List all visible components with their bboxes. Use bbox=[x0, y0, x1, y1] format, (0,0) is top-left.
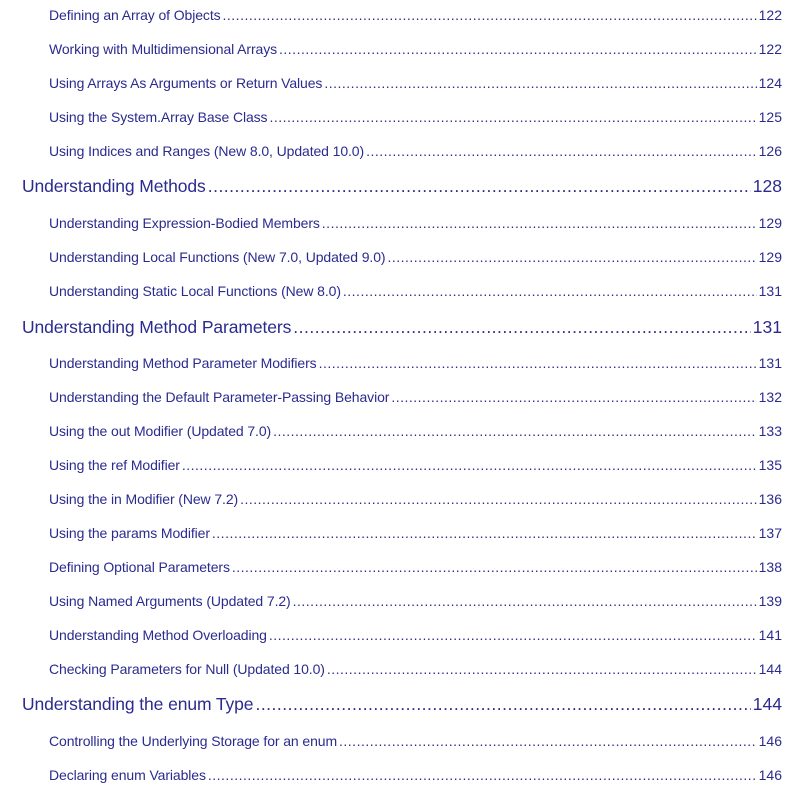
toc-entry-title: Using the in Modifier (New 7.2) bbox=[49, 491, 239, 507]
toc-entry-title: Understanding Method Parameters bbox=[22, 317, 292, 337]
toc-page-number: 131 bbox=[752, 317, 782, 337]
toc-entry-title: Working with Multidimensional Arrays bbox=[49, 41, 278, 57]
toc-entry-title: Using the out Modifier (Updated 7.0) bbox=[49, 423, 272, 439]
toc-page-number: 122 bbox=[758, 41, 782, 57]
dot-leader bbox=[208, 176, 751, 197]
toc-subsection-entry[interactable] bbox=[0, 41, 800, 57]
toc-subsection-entry[interactable] bbox=[0, 525, 800, 541]
toc-subsection-entry[interactable] bbox=[0, 491, 800, 507]
dot-leader bbox=[327, 661, 757, 677]
toc-entry-title: Understanding Local Functions (New 7.0, Updated 9.0) bbox=[49, 249, 386, 265]
toc-entry-title: Understanding Method Overloading bbox=[49, 627, 267, 643]
toc-entry-title: Understanding the enum Type bbox=[22, 694, 254, 714]
toc-entry-title: Checking Parameters for Null (Updated 10.0) bbox=[49, 661, 325, 677]
dot-leader bbox=[182, 457, 757, 473]
dot-leader bbox=[339, 733, 757, 749]
dot-leader bbox=[269, 109, 756, 125]
toc-page-number: 131 bbox=[758, 355, 782, 371]
toc-entry-title: Declaring enum Variables bbox=[49, 767, 206, 783]
dot-leader bbox=[279, 41, 757, 57]
toc-entry-title: Using the params Modifier bbox=[49, 525, 210, 541]
toc-entry-title: Using Named Arguments (Updated 7.2) bbox=[49, 593, 291, 609]
toc-entry-title: Using the ref Modifier bbox=[49, 457, 180, 473]
toc-page-number: 122 bbox=[758, 7, 782, 23]
toc-entry-title: Defining an Array of Objects bbox=[49, 7, 221, 23]
toc-subsection-entry[interactable] bbox=[0, 7, 800, 23]
dot-leader bbox=[273, 423, 757, 439]
toc-page-number: 129 bbox=[758, 215, 782, 231]
toc-page-number: 125 bbox=[758, 109, 782, 125]
dot-leader bbox=[319, 355, 757, 371]
toc-subsection-entry[interactable] bbox=[0, 423, 800, 439]
toc-entry-title: Defining Optional Parameters bbox=[49, 559, 230, 575]
dot-leader bbox=[343, 283, 757, 299]
toc-section-entry[interactable] bbox=[0, 317, 800, 338]
toc-entry-title: Controlling the Underlying Storage for an enum bbox=[49, 733, 338, 749]
toc-page-number: 126 bbox=[758, 143, 782, 159]
toc-page-number: 135 bbox=[758, 457, 782, 473]
toc-page-number: 139 bbox=[758, 593, 782, 609]
toc-subsection-entry[interactable] bbox=[0, 733, 800, 749]
toc-subsection-entry[interactable] bbox=[0, 767, 800, 783]
toc-page-number: 144 bbox=[758, 661, 782, 677]
toc-page-number: 146 bbox=[758, 767, 782, 783]
toc-entry-title: Using the System.Array Base Class bbox=[49, 109, 268, 125]
toc-subsection-entry[interactable] bbox=[0, 593, 800, 609]
dot-leader bbox=[293, 593, 757, 609]
toc-entry-title: Understanding Methods bbox=[22, 176, 206, 196]
toc-page-number: 132 bbox=[758, 389, 782, 405]
toc-subsection-entry[interactable] bbox=[0, 355, 800, 371]
toc-entry-title: Understanding the Default Parameter-Passing Behavior bbox=[49, 389, 390, 405]
toc-page-number: 141 bbox=[758, 627, 782, 643]
dot-leader bbox=[232, 559, 757, 575]
toc-page-number: 146 bbox=[758, 733, 782, 749]
toc-subsection-entry[interactable] bbox=[0, 389, 800, 405]
toc-page-number: 128 bbox=[752, 176, 782, 196]
toc-page-number: 133 bbox=[758, 423, 782, 439]
toc-entry-title: Understanding Static Local Functions (New 8.0) bbox=[49, 283, 341, 299]
toc-page-number: 129 bbox=[758, 249, 782, 265]
dot-leader bbox=[208, 767, 757, 783]
toc-subsection-entry[interactable] bbox=[0, 75, 800, 91]
toc-subsection-entry[interactable] bbox=[0, 627, 800, 643]
toc-page-number: 124 bbox=[758, 75, 782, 91]
toc-entry-title: Understanding Expression-Bodied Members bbox=[49, 215, 320, 231]
toc-subsection-entry[interactable] bbox=[0, 559, 800, 575]
toc-page-number: 137 bbox=[758, 525, 782, 541]
toc-entry-title: Using Indices and Ranges (New 8.0, Updated 10.0) bbox=[49, 143, 365, 159]
dot-leader bbox=[322, 215, 757, 231]
dot-leader bbox=[223, 7, 757, 23]
dot-leader bbox=[366, 143, 757, 159]
toc-section-entry[interactable] bbox=[0, 694, 800, 715]
toc-section-entry[interactable] bbox=[0, 176, 800, 197]
dot-leader bbox=[255, 694, 750, 715]
dot-leader bbox=[324, 75, 756, 91]
toc-subsection-entry[interactable] bbox=[0, 249, 800, 265]
toc-entry-title: Using Arrays As Arguments or Return Values bbox=[49, 75, 323, 91]
toc-subsection-entry[interactable] bbox=[0, 109, 800, 125]
toc-page-number: 138 bbox=[758, 559, 782, 575]
dot-leader bbox=[240, 491, 757, 507]
toc-entry-title: Understanding Method Parameter Modifiers bbox=[49, 355, 317, 371]
toc-subsection-entry[interactable] bbox=[0, 215, 800, 231]
toc-page-number: 144 bbox=[752, 694, 782, 714]
dot-leader bbox=[387, 249, 756, 265]
toc-page-number: 131 bbox=[758, 283, 782, 299]
dot-leader bbox=[391, 389, 756, 405]
dot-leader bbox=[212, 525, 757, 541]
dot-leader bbox=[269, 627, 757, 643]
dot-leader bbox=[293, 317, 751, 338]
toc-page-number: 136 bbox=[758, 491, 782, 507]
toc-subsection-entry[interactable] bbox=[0, 283, 800, 299]
toc-subsection-entry[interactable] bbox=[0, 143, 800, 159]
toc-subsection-entry[interactable] bbox=[0, 457, 800, 473]
toc-subsection-entry[interactable] bbox=[0, 661, 800, 677]
